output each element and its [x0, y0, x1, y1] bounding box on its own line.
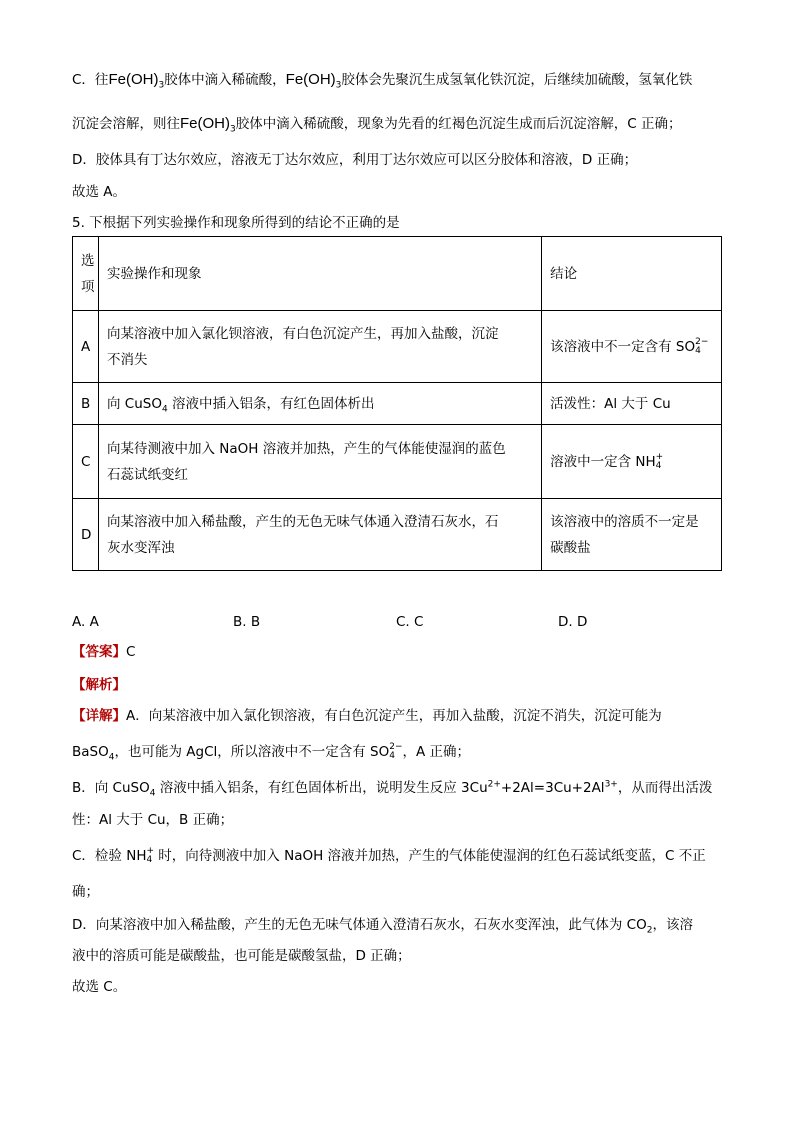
text: 该溶液中不一定含有 SO [550, 338, 696, 355]
detail-line-d2: 液中的溶质可能是碳酸盐，也可能是碳酸氢盐，D 正确； [72, 948, 411, 964]
row-operation-line: 不消失 [107, 351, 148, 368]
option-b[interactable]: B. B [233, 614, 261, 630]
subscript: 4 [695, 345, 701, 356]
text: 沉淀会溶解，则往 [72, 116, 180, 132]
text: +2Al=3Cu+2Al [500, 780, 605, 796]
row-conclusion [542, 499, 722, 571]
answer-line [72, 642, 135, 662]
row-conclusion-line: 该溶液中的溶质不一定是 [550, 513, 699, 530]
formula-fe-oh: Fe(OH) [180, 115, 230, 132]
option-d[interactable]: D. D [558, 614, 588, 630]
text: 向 CuSO [107, 395, 162, 412]
detail-line-d1 [72, 915, 693, 935]
answer-label: 【答案】 [72, 644, 126, 660]
detail-line-a2 [72, 742, 470, 762]
text: 溶液中插入铝条，有红色固体析出，说明发生反应 3Cu [155, 780, 488, 796]
subscript: 4 [149, 788, 156, 799]
row-operation-line: 灰水变浑浊 [107, 539, 175, 556]
header-option [73, 237, 99, 311]
row-option: D [73, 499, 99, 571]
detail-line-c2: 确； [72, 884, 99, 900]
text: C．往 [72, 72, 109, 88]
text: ，也可能为 AgCl，所以溶液中不一定含有 SO [114, 744, 390, 760]
row-conclusion [542, 311, 722, 383]
row-operation [99, 425, 542, 499]
superscript: 2+ [487, 779, 501, 790]
detail-line-b2: 性：Al 大于 Cu，B 正确； [72, 812, 234, 828]
text: ，该溶 [652, 917, 693, 933]
table-row [73, 383, 722, 425]
row-option: C [73, 425, 99, 499]
analysis-heading: 【解析】 [72, 677, 126, 693]
text: 胶体中滴入稀硫酸， [164, 72, 286, 88]
header-option-label: 选项 [81, 252, 95, 295]
superscript: + [146, 846, 155, 856]
row-conclusion: 活泼性：Al 大于 Cu [542, 383, 722, 425]
option-c[interactable]: C. C [396, 614, 424, 630]
superscript: + [655, 451, 664, 462]
text: C．检验 NH [72, 848, 147, 864]
ion-charge [695, 338, 708, 356]
option-a[interactable]: A. A [72, 614, 99, 630]
table-header-row [73, 237, 722, 311]
text: ，A 正确； [402, 744, 471, 760]
ion-charge [389, 743, 402, 761]
subscript: 3 [230, 124, 236, 135]
row-option: A [73, 311, 99, 383]
detail-label: 【详解】 [72, 708, 126, 724]
option-d-explanation: D．胶体具有丁达尔效应，溶液无丁达尔效应，利用丁达尔效应可以区分胶体和溶液，D 正确； [72, 152, 638, 168]
table-row [73, 499, 722, 571]
subscript: 4 [655, 460, 662, 471]
row-operation [99, 499, 542, 571]
detail-line-a1 [72, 706, 662, 726]
final-choose: 故选 C。 [72, 979, 127, 995]
subscript: 4 [161, 404, 168, 415]
text: B．向 CuSO [72, 780, 150, 796]
subscript: 4 [108, 752, 115, 763]
subscript: 2 [646, 925, 653, 936]
formula-fe-oh: Fe(OH) [108, 71, 159, 88]
text: A．向某溶液中加入氯化钡溶液，有白色沉淀产生，再加入盐酸，沉淀不消失，沉淀可能为 [126, 708, 662, 724]
row-conclusion-line: 碳酸盐 [550, 539, 591, 556]
superscript: 2− [695, 336, 709, 347]
subscript: 3 [158, 80, 165, 91]
text: 胶体中滴入稀硫酸，现象为先看的红褐色沉淀生成而后沉淀溶解，C 正确； [235, 116, 682, 132]
header-conclusion: 结论 [542, 237, 722, 311]
row-operation-line: 向某待测液中加入 NaOH 溶液并加热，产生的气体能使湿润的蓝色 [107, 440, 506, 457]
answer-options [72, 612, 722, 632]
ion-charge [656, 453, 664, 471]
text: BaSO [72, 744, 109, 760]
row-operation [99, 383, 542, 425]
row-operation-line: 向某溶液中加入氯化钡溶液，有白色沉淀产生，再加入盐酸，沉淀 [107, 325, 499, 342]
row-conclusion [542, 425, 722, 499]
subscript: 3 [335, 80, 342, 91]
header-operation: 实验操作和现象 [99, 237, 542, 311]
text: 溶液中插入铝条，有红色固体析出 [167, 395, 375, 412]
experiment-table [72, 236, 722, 571]
intro-choose: 故选 A。 [72, 184, 127, 200]
question-title: 5. 下根据下列实验操作和现象所得到的结论不正确的是 [72, 215, 400, 231]
text: 溶液中一定含 NH [550, 453, 656, 470]
superscript: 2− [389, 742, 403, 752]
detail-line-b1 [72, 778, 712, 798]
option-c-explanation-line2 [72, 114, 681, 134]
superscript: 3+ [604, 779, 618, 790]
text: D．向某溶液中加入稀盐酸，产生的无色无味气体通入澄清石灰水，石灰水变浑浊，此气体为 CO [72, 917, 647, 933]
text: ，从而得出活泼 [617, 780, 713, 796]
analysis-label [72, 675, 126, 695]
formula-fe-oh: Fe(OH) [285, 71, 336, 88]
table-row [73, 425, 722, 499]
row-option: B [73, 383, 99, 425]
table-row [73, 311, 722, 383]
subscript: 4 [146, 855, 153, 865]
option-c-explanation-line1 [72, 70, 692, 90]
row-operation-line: 石蕊试纸变红 [107, 466, 188, 483]
row-operation-line: 向某溶液中加入稀盐酸，产生的无色无味气体通入澄清石灰水，石 [107, 513, 499, 530]
detail-line-c1 [72, 846, 706, 866]
ion-charge [146, 847, 154, 865]
text: 时，向待测液中加入 NaOH 溶液并加热，产生的气体能使湿润的红色石蕊试纸变蓝，C 不正 [154, 848, 706, 864]
text: 胶体会先聚沉生成氢氧化铁沉淀，后继续加硫酸，氢氧化铁 [341, 72, 693, 88]
subscript: 4 [389, 751, 395, 761]
answer-value: C [126, 644, 136, 660]
row-operation [99, 311, 542, 383]
